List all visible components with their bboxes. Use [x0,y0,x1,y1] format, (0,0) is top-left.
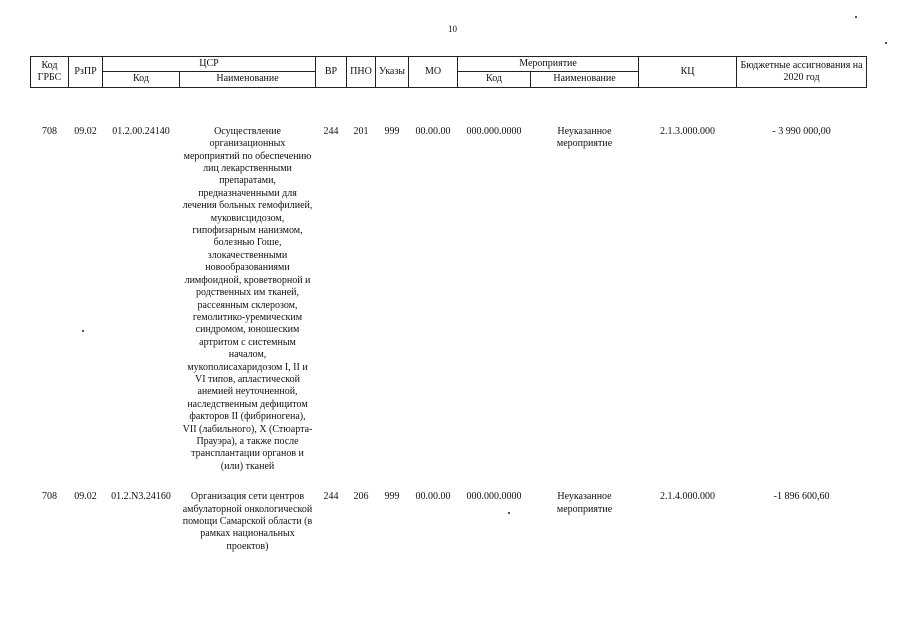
cell-pno: 201 [353,125,369,137]
col-header-csr-kod: Код [103,72,180,87]
cell-kc: 2.1.3.000.000 [660,125,716,137]
cell-grbs: 708 [42,491,57,503]
cell-rzpr: 09.02 [74,491,97,503]
cell-rzpr: 09.02 [74,125,97,137]
budget-table [30,56,867,553]
cell-amount: -1 896 600,60 [773,491,830,503]
cell-mer-kod: 000.000.0000 [466,125,522,137]
cell-ukazy: 999 [384,491,400,503]
cell-vr: 244 [323,491,339,503]
col-header-budget: Бюджетные ассигнования на 2020 год [737,57,867,88]
cell-csr-name [180,126,316,473]
cell-mer-name: Неуказанное мероприятие [556,125,613,150]
cell-pno: 206 [353,491,369,503]
col-header-rzpr: РзПР [69,57,103,88]
col-header-mer-name: Наименование [531,72,639,87]
cell-mo: 00.00.00 [415,491,451,503]
cell-csr-name [180,491,316,553]
cell-ukazy: 999 [384,125,400,137]
cell-csr-name-text: Осуществление организационных мероприятий по обеспечению лиц лекарственными препаратами, предназначенными для лечения больных гемофилией, муковисцидозом, гипофизарным нанизмом, болезнью Гоше, злокачественными новообразованиями лимфоидной, кроветворной и родственных им тканей, рассеянным склерозом, гемолитико-уремическим синдромом, юношеским артритом с системным началом, мукополисахаридозом I, II и VI типов, апластической анемией неуточненной, наследственным дефицитом факторов II (фибриногена), VII (лабильного), X (Стюарта-Прауэра), а также после трансплантации органов и (или) тканей [182,125,313,472]
scan-speck [855,16,857,18]
cell-vr: 244 [323,125,339,137]
cell-amount: - 3 990 000,00 [772,125,831,137]
col-header-kod-grbs: Код ГРБС [31,57,69,88]
col-header-ukazy: Указы [376,57,409,88]
cell-csr-kod: 01.2.00.24140 [112,125,170,137]
scan-speck [82,330,84,332]
table-row [31,491,867,553]
col-header-mo: МО [409,57,458,88]
cell-mo: 00.00.00 [415,125,451,137]
col-header-meropriyatie: Мероприятие [458,57,639,72]
cell-mer-kod: 000.000.0000 [466,491,522,503]
cell-mer-name: Неуказанное мероприятие [556,491,613,515]
col-header-csr: ЦСР [103,57,316,72]
table-row [31,126,867,473]
col-header-pno: ПНО [347,57,376,88]
cell-grbs: 708 [42,125,57,137]
scan-speck [885,42,887,44]
scan-speck [508,512,510,514]
cell-csr-name-text: Организация сети центров амбулаторной онкологической помощи Самарской области (в рамках национальных проектов) [182,491,313,552]
col-header-kc: КЦ [639,57,737,88]
col-header-csr-name: Наименование [180,72,316,87]
cell-csr-kod: 01.2.N3.24160 [111,491,171,503]
page-number: 10 [448,24,457,34]
col-header-mer-kod: Код [458,72,531,87]
cell-kc: 2.1.4.000.000 [660,491,716,503]
col-header-vr: ВР [316,57,347,88]
table-header [31,57,867,88]
